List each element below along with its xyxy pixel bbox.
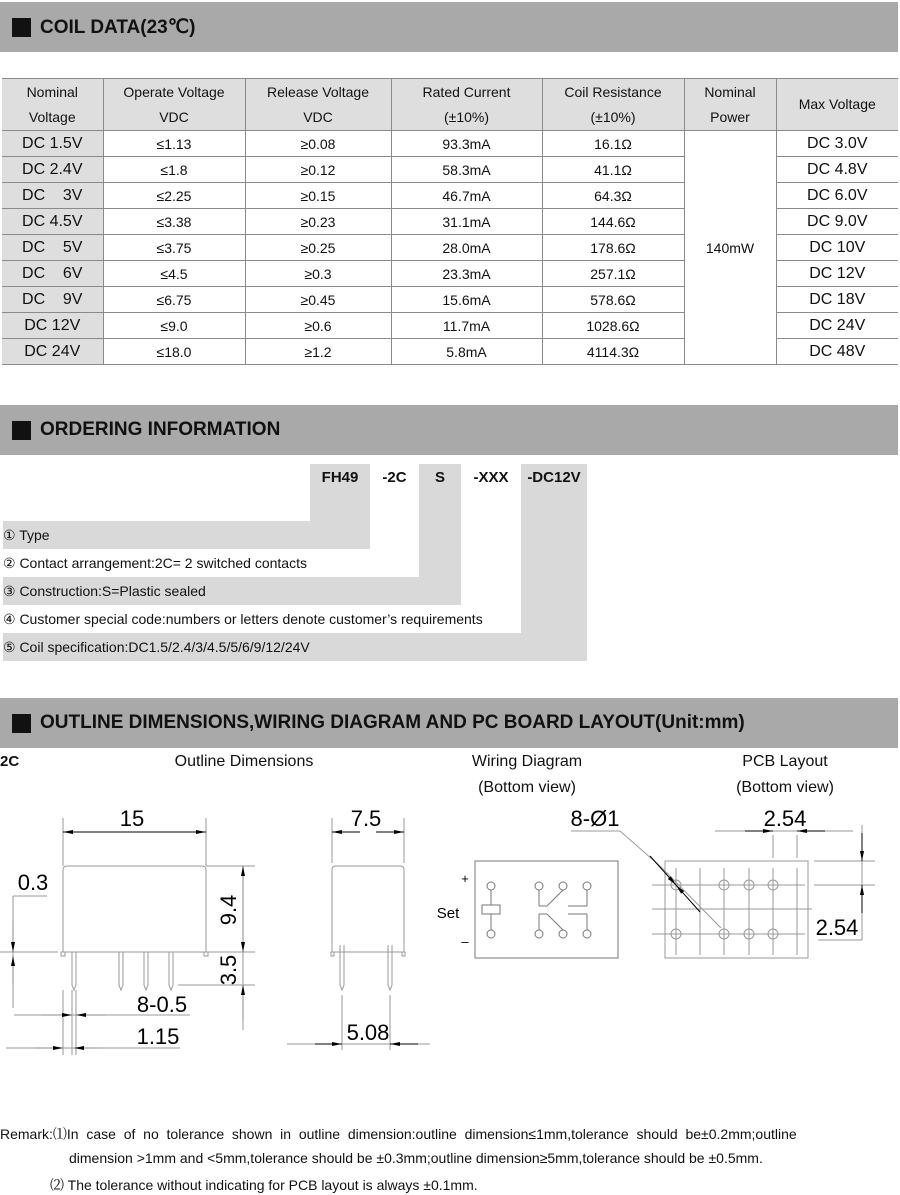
ordering-header [0, 405, 898, 455]
hole-leader-arrow-a [650, 856, 676, 885]
cell-operate: ≤9.0 [103, 313, 245, 339]
pitch-x-label: 2.54 [763, 806, 807, 831]
wiring-diagram-label: Wiring Diagram [471, 753, 583, 770]
ordering-item-contact: ② Contact arrangement:2C= 2 switched contacts [3, 555, 307, 571]
cell-max: DC 6.0V [776, 183, 898, 209]
cell-operate: ≤1.13 [103, 131, 245, 157]
coil-data-table [2, 78, 898, 365]
code-s: S [434, 469, 445, 486]
cell-nominal: DC 5V [2, 235, 103, 261]
cell-nominal: DC 4.5V [2, 209, 103, 235]
cell-release: ≥0.23 [245, 209, 391, 235]
cell-resistance: 64.3Ω [542, 183, 684, 209]
pitch-y-label: 2.54 [815, 915, 859, 940]
code-xxx: -XXX [473, 469, 509, 486]
square-bullet-icon [12, 714, 31, 733]
cell-release: ≥0.45 [245, 287, 391, 313]
pcb-bottom-view-label: (Bottom view) [736, 779, 834, 796]
remark-line-1 [0, 1124, 797, 1144]
cell-operate: ≤4.5 [103, 261, 245, 287]
cell-resistance: 144.6Ω [542, 209, 684, 235]
ordering-item-customer-code: ④ Customer special code:numbers or letters denote customer’s requirements [3, 611, 483, 627]
side-view-drawing [287, 818, 430, 1050]
ordering-item-construction: ③ Construction:S=Plastic sealed [3, 583, 206, 599]
hole-spec-label: 8-Ø1 [570, 806, 620, 831]
cell-max: DC 12V [776, 261, 898, 287]
cell-max: DC 24V [776, 313, 898, 339]
pcb-layout-label: PCB Layout [742, 753, 828, 770]
ordering-title: ORDERING INFORMATION [40, 419, 281, 440]
ordering-item-type: ① Type [3, 527, 50, 543]
cell-nominal: DC 9V [2, 287, 103, 313]
remark-text-1: ⑴In case of no tolerance shown in outline dimension:outline dimension≤1mm,tolerance should be±0.2mm;outline [52, 1126, 797, 1142]
cell-nominal: DC 2.4V [2, 157, 103, 183]
dim-width-label: 7.5 [350, 806, 382, 831]
wiring-diagram [475, 831, 660, 958]
code-column-dc12v [521, 464, 587, 661]
cell-current: 93.3mA [391, 131, 542, 157]
cell-resistance: 1028.6Ω [542, 313, 684, 339]
outline-title: OUTLINE DIMENSIONS,WIRING DIAGRAM AND PC BOARD LAYOUT(Unit:mm) [40, 712, 745, 733]
cell-operate: ≤2.25 [103, 183, 245, 209]
remark-line-3: ⑵ The tolerance without indicating for PCB layout is always ±0.1mm. [50, 1177, 478, 1193]
dim-row-spacing-label: 5.08 [346, 1020, 390, 1045]
coil-symbol [482, 905, 500, 914]
cell-release: ≥1.2 [245, 339, 391, 365]
cell-resistance: 257.1Ω [542, 261, 684, 287]
cell-current: 28.0mA [391, 235, 542, 261]
dim-pin-offset-label: 1.15 [136, 1024, 180, 1049]
pcb-dimensions [650, 831, 862, 913]
code-2c: -2C [382, 469, 407, 486]
cell-max: DC 3.0V [776, 131, 898, 157]
technical-drawings [0, 795, 900, 1085]
cell-nominal-power: 140mW [684, 131, 776, 365]
cell-max: DC 10V [776, 235, 898, 261]
header-rated-current: Rated Current (±10%) [391, 79, 542, 131]
outline-header [0, 698, 898, 748]
cell-nominal: DC 12V [2, 313, 103, 339]
side-view-dimensions [315, 832, 418, 1044]
cell-release: ≥0.3 [245, 261, 391, 287]
front-view-dimensions [13, 832, 243, 1048]
cell-max: DC 9.0V [776, 209, 898, 235]
coil-pin-plus [487, 882, 495, 890]
dim-height-label: 9.4 [216, 894, 241, 926]
header-operate-voltage: Operate Voltage VDC [103, 79, 245, 131]
set-label: Set [436, 905, 460, 922]
header-coil-resistance: Coil Resistance (±10%) [542, 79, 684, 131]
dim-offset-label: 0.3 [17, 870, 49, 895]
cell-release: ≥0.6 [245, 313, 391, 339]
minus-sign: – [461, 934, 469, 949]
cell-release: ≥0.15 [245, 183, 391, 209]
cell-current: 15.6mA [391, 287, 542, 313]
cell-operate: ≤3.38 [103, 209, 245, 235]
remark-line-2: dimension >1mm and <5mm,tolerance should be ±0.3mm;outline dimension≥5mm,tolerance should be ±0.5mm. [69, 1150, 763, 1166]
dim-pin-length-label: 3.5 [216, 954, 241, 986]
cell-operate: ≤18.0 [103, 339, 245, 365]
square-bullet-icon [12, 421, 31, 440]
header-nominal-voltage: Nominal Voltage [2, 79, 103, 131]
cell-operate: ≤1.8 [103, 157, 245, 183]
cell-current: 11.7mA [391, 313, 542, 339]
cell-resistance: 178.6Ω [542, 235, 684, 261]
cell-current: 58.3mA [391, 157, 542, 183]
cell-max: DC 48V [776, 339, 898, 365]
table-header-row [2, 79, 898, 131]
cell-current: 46.7mA [391, 183, 542, 209]
dim-length-label: 15 [119, 806, 145, 831]
cell-nominal: DC 3V [2, 183, 103, 209]
cell-current: 31.1mA [391, 209, 542, 235]
square-bullet-icon [12, 18, 31, 37]
cell-release: ≥0.08 [245, 131, 391, 157]
cell-current: 5.8mA [391, 339, 542, 365]
dim-pin-spec-label: 8-0.5 [136, 992, 188, 1017]
cell-release: ≥0.12 [245, 157, 391, 183]
cell-resistance: 4114.3Ω [542, 339, 684, 365]
code-dc12v: -DC12V [527, 469, 581, 486]
outline-dimensions-label: Outline Dimensions [174, 753, 314, 770]
cell-max: DC 18V [776, 287, 898, 313]
cell-current: 23.3mA [391, 261, 542, 287]
cell-operate: ≤3.75 [103, 235, 245, 261]
cell-operate: ≤6.75 [103, 287, 245, 313]
plus-sign: + [461, 871, 469, 886]
header-max-voltage: Max Voltage [776, 79, 898, 131]
coil-data-header [0, 2, 898, 52]
cell-nominal: DC 6V [2, 261, 103, 287]
front-view-drawing [0, 818, 255, 1055]
cell-resistance: 41.1Ω [542, 157, 684, 183]
ordering-item-coil-spec: ⑤ Coil specification:DC1.5/2.4/3/4.5/5/6/9/12/24V [3, 639, 310, 655]
cell-resistance: 16.1Ω [542, 131, 684, 157]
cell-max: DC 4.8V [776, 157, 898, 183]
coil-pin-minus [487, 930, 495, 938]
cell-release: ≥0.25 [245, 235, 391, 261]
hole-leader-arrow-b [676, 885, 700, 912]
variant-label: 2C [0, 753, 20, 770]
header-nominal-power: Nominal Power [684, 79, 776, 131]
wiring-bottom-view-label: (Bottom view) [478, 779, 576, 796]
cell-resistance: 578.6Ω [542, 287, 684, 313]
cell-nominal: DC 1.5V [2, 131, 103, 157]
table-row [2, 131, 898, 157]
code-fh49: FH49 [321, 469, 359, 486]
remark-prefix: Remark: [0, 1126, 53, 1142]
cell-nominal: DC 24V [2, 339, 103, 365]
header-release-voltage: Release Voltage VDC [245, 79, 391, 131]
coil-data-title: COIL DATA(23℃) [40, 16, 196, 38]
